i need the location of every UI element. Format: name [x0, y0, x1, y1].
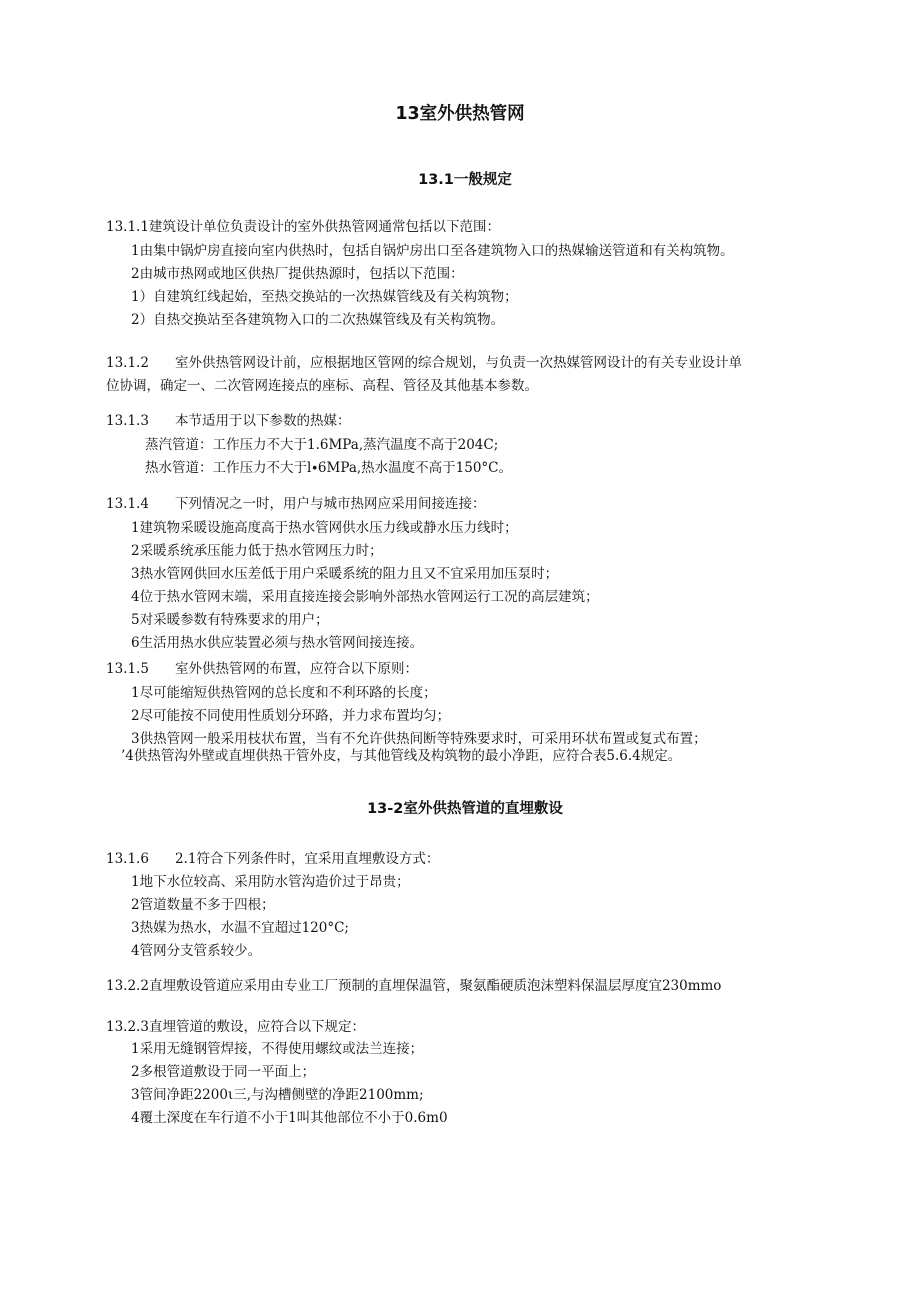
clause-13-1-4-item: 2采暖系统承压能力低于热水管网压力时；	[131, 543, 383, 559]
clause-13-1-1-item: 1）自建筑红线起始，至热交换站的一次热媒管线及有关构筑物；	[131, 289, 518, 305]
clause-number: 13.1.5	[106, 661, 149, 677]
clause-text: 下列情况之一时，用户与城市热网应采用间接连接：	[174, 496, 486, 512]
clause-number: 13.1.4	[106, 496, 149, 512]
clause-13-1-5-item: 3供热管网一般采用枝状布置，当有不允许供热间断等特殊要求时，可采用环状布置或复式布置；	[131, 731, 707, 747]
clause-13-1-1-intro: 13.1.1建筑设计单位负责设计的室外供热管网通常包括以下范围：	[106, 219, 500, 235]
page-title: 13室外供热管网	[395, 104, 525, 124]
clause-13-1-2-line2: 位协调，确定一、二次管网连接点的座标、高程、管径及其他基本参数。	[106, 378, 538, 394]
clause-13-1-5-item: 1尽可能缩短供热管网的总长度和不利环路的长度；	[131, 685, 437, 701]
clause-13-1-4	[106, 494, 485, 514]
clause-13-1-6-item: 2管道数量不多于四根；	[131, 897, 275, 913]
section-heading-13-1: 13.1一般规定	[418, 172, 512, 188]
section-heading-13-2: 13-2室外供热管道的直埋敷设	[367, 801, 563, 817]
clause-text: 室外供热管网设计前，应根据地区管网的综合规划，与负责一次热媒管网设计的有关专业设计单	[174, 355, 742, 371]
clause-13-1-4-item: 4位于热水管网末端，采用直接连接会影响外部热水管网运行工况的高层建筑；	[131, 589, 599, 605]
clause-text: 本节适用于以下参数的热媒：	[174, 413, 351, 429]
clause-13-1-4-item: 5对采暖参数有特殊要求的用户；	[131, 612, 329, 628]
clause-13-1-4-item: 1建筑物采暖设施高度高于热水管网供水压力线或静水压力线时；	[131, 520, 518, 536]
clause-13-2-3-intro: 13.2.3直埋管道的敷设，应符合以下规定：	[106, 1019, 365, 1035]
clause-13-1-1-item: 2由城市热网或地区供热厂提供热源时，包括以下范围：	[131, 266, 464, 282]
clause-13-1-5	[106, 659, 418, 679]
clause-number: 13.1.3	[106, 413, 149, 429]
clause-13-1-3	[106, 411, 350, 431]
clause-13-2-3-item: 3管间净距2200ι三,与沟槽侧壁的净距2100mm;	[131, 1087, 424, 1103]
clause-13-1-1-item: 2）自热交换站至各建筑物入口的二次热媒管线及有关构筑物。	[131, 312, 505, 328]
clause-13-1-4-item: 3热水管网供回水压差低于用户采暖系统的阻力且又不宜采用加压泵时；	[131, 566, 559, 582]
clause-13-1-3-item: 热水管道：工作压力不大于l∙6MPa,热水温度不高于150°C。	[145, 460, 513, 476]
clause-number: 13.1.6	[106, 851, 149, 867]
clause-13-1-5-item: 2尽可能按不同使用性质划分环路，并力求布置均匀；	[131, 708, 451, 724]
clause-13-1-6-item: 1地下水位较高、采用防水管沟造价过于昂贵；	[131, 874, 410, 890]
clause-13-1-2-line1	[106, 353, 742, 373]
clause-13-1-1-item: 1由集中锅炉房直接向室内供热时，包括自锅炉房出口至各建筑物入口的热媒输送管道和有关构筑物。	[131, 243, 734, 259]
clause-13-2-2: 13.2.2直埋敷设管道应采用由专业工厂预制的直埋保温管，聚氨酯硬质泡沫塑料保温层厚度宜230mmo	[106, 978, 722, 994]
clause-text: 2.1符合下列条件时，宜采用直埋敷设方式：	[174, 851, 440, 867]
clause-13-1-5-item: ’4供热管沟外壁或直埋供热干管外皮，与其他管线及构筑物的最小净距，应符合表5.6.4规定。	[121, 748, 682, 764]
clause-13-1-6	[106, 849, 439, 869]
clause-13-2-3-item: 1采用无缝钢管焊接，不得使用螺纹或法兰连接；	[131, 1041, 424, 1057]
clause-13-1-6-item: 4管网分支管系较少。	[131, 943, 262, 959]
clause-text: 室外供热管网的布置，应符合以下原则：	[174, 661, 418, 677]
clause-13-2-3-item: 2多根管道敷设于同一平面上；	[131, 1064, 316, 1080]
clause-13-2-3-item: 4覆土深度在车行道不小于1叫其他部位不小于0.6m0	[131, 1110, 448, 1126]
clause-number: 13.1.2	[106, 355, 149, 371]
clause-13-1-6-item: 3热媒为热水，水温不宜超过120°C;	[131, 920, 349, 936]
clause-13-1-3-item: 蒸汽管道：工作压力不大于1.6MPa,蒸汽温度不高于204C;	[145, 437, 499, 453]
clause-13-1-4-item: 6生活用热水供应装置必须与热水管网间接连接。	[131, 635, 424, 651]
